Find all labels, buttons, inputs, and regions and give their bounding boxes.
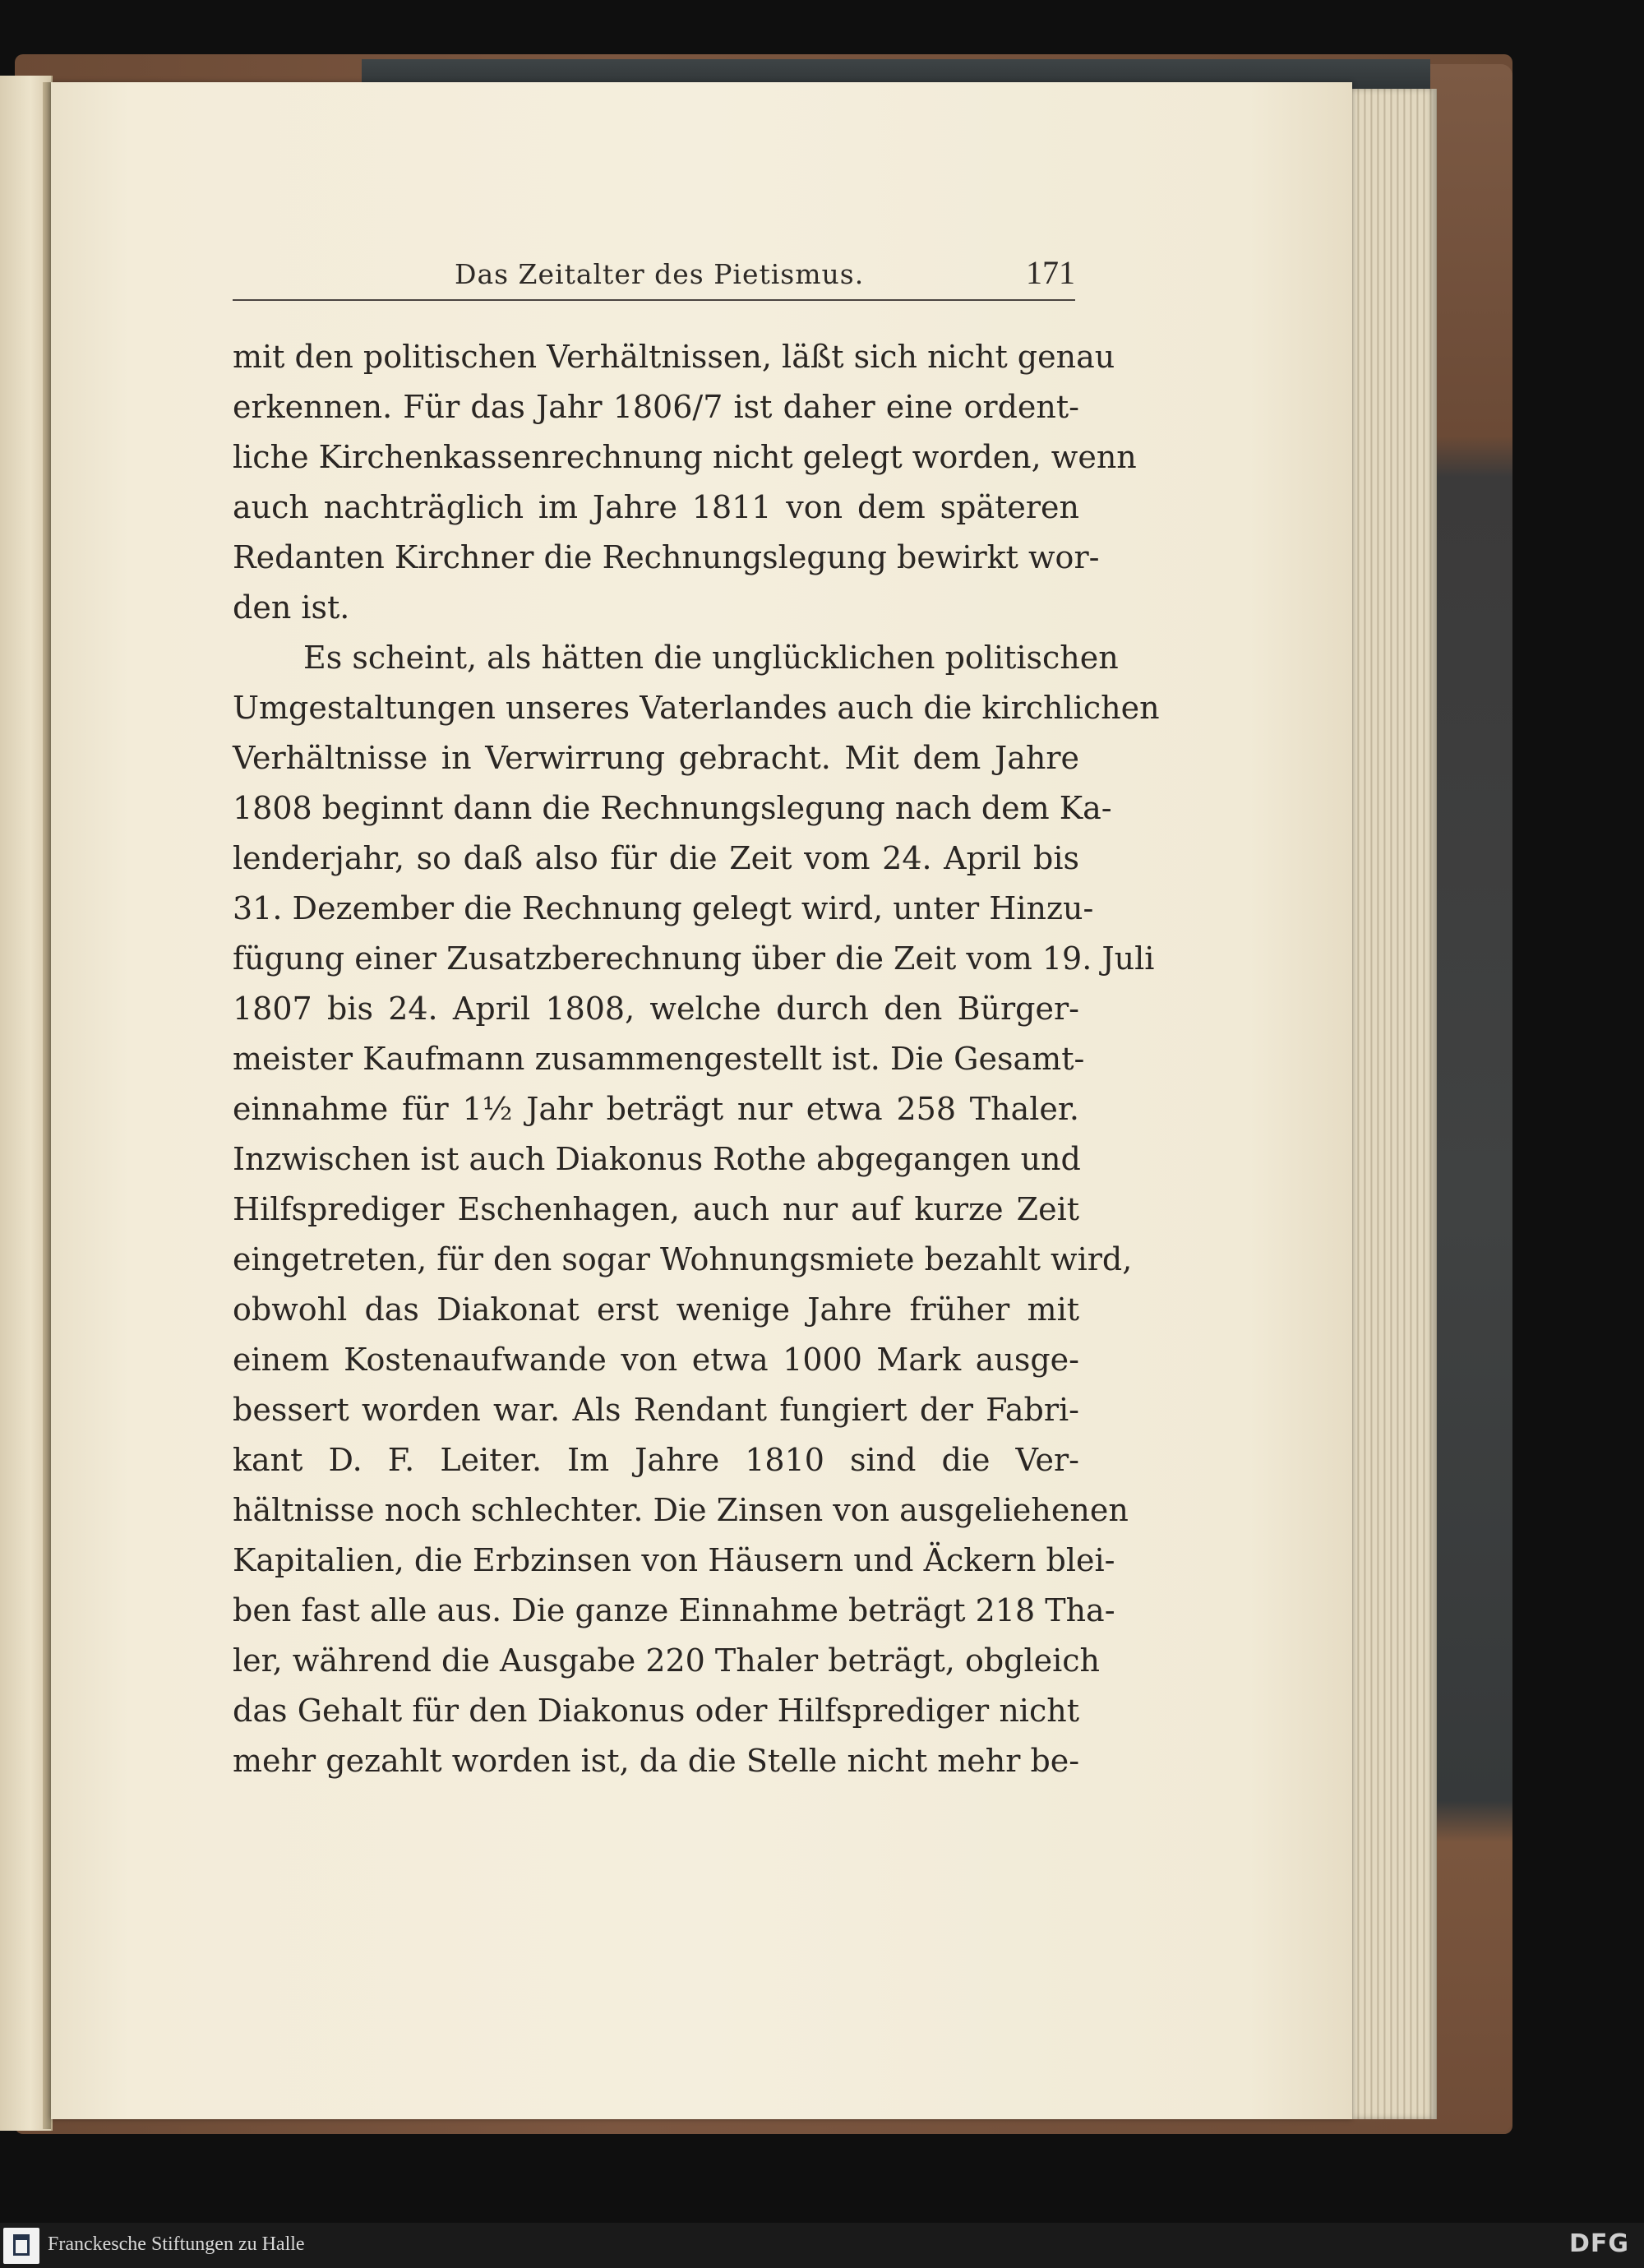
text-line: fügung einer Zusatzberechnung über die Zeit vom 19. Juli bbox=[233, 940, 1155, 977]
text-line: 1807 bis 24. April 1808, welche durch den Bürger- bbox=[233, 991, 1079, 1027]
text-line: eingetreten, für den sogar Wohnungsmiete bezahlt wird, bbox=[233, 1241, 1133, 1277]
text-line: liche Kirchenkassenrechnung nicht gelegt worden, wenn bbox=[233, 439, 1137, 475]
viewer-footer bbox=[0, 2223, 1644, 2268]
text-line: Inzwischen ist auch Diakonus Rothe abgegangen und bbox=[233, 1141, 1081, 1177]
text-line: ler, während die Ausgabe 220 Thaler beträgt, obgleich bbox=[233, 1642, 1101, 1679]
running-head bbox=[233, 250, 1075, 301]
text-line: Es scheint, als hätten die unglücklichen politischen bbox=[303, 640, 1119, 676]
text-line: den ist. bbox=[233, 589, 350, 626]
running-title: Das Zeitalter des Pietismus. bbox=[455, 258, 865, 290]
text-line: einem Kostenaufwande von etwa 1000 Mark ausge- bbox=[233, 1342, 1079, 1378]
text-line: bessert worden war. Als Rendant fungiert der Fabri- bbox=[233, 1392, 1079, 1428]
text-line: Kapitalien, die Erbzinsen von Häusern und Äckern blei- bbox=[233, 1542, 1115, 1578]
facing-page-shadow bbox=[43, 82, 51, 2129]
institution-name[interactable]: Franckesche Stiftungen zu Halle bbox=[48, 2233, 305, 2255]
page-number: 171 bbox=[1026, 254, 1075, 291]
text-line: das Gehalt für den Diakonus oder Hilfsprediger nicht bbox=[233, 1693, 1079, 1729]
text-line: erkennen. Für das Jahr 1806/7 ist daher eine ordent- bbox=[233, 389, 1079, 425]
text-line: auch nachträglich im Jahre 1811 von dem späteren bbox=[233, 489, 1079, 525]
text-line: mehr gezahlt worden ist, da die Stelle nicht mehr be- bbox=[233, 1743, 1080, 1779]
funder-logo[interactable]: DFG bbox=[1568, 2229, 1629, 2258]
text-line: meister Kaufmann zusammengestellt ist. Die Gesamt- bbox=[233, 1041, 1085, 1077]
text-line: lenderjahr, so daß also für die Zeit vom 24. April bis bbox=[233, 840, 1079, 876]
text-line: Umgestaltungen unseres Vaterlandes auch die kirchlichen bbox=[233, 690, 1160, 726]
text-line: hältnisse noch schlechter. Die Zinsen von ausgeliehenen bbox=[233, 1492, 1129, 1528]
text-line: kant D. F. Leiter. Im Jahre 1810 sind die Ver- bbox=[233, 1442, 1079, 1478]
text-line: Verhältnisse in Verwirrung gebracht. Mit dem Jahre bbox=[233, 740, 1079, 776]
text-line: mit den politischen Verhältnissen, läßt sich nicht genau bbox=[233, 339, 1115, 375]
book-cover-spine-edge bbox=[1430, 64, 1512, 2132]
text-line: ben fast alle aus. Die ganze Einnahme beträgt 218 Tha- bbox=[233, 1592, 1115, 1628]
text-line: einnahme für 1½ Jahr beträgt nur etwa 258 Thaler. bbox=[233, 1091, 1079, 1127]
text-line: obwohl das Diakonat erst wenige Jahre früher mit bbox=[233, 1291, 1079, 1328]
text-line: Redanten Kirchner die Rechnungslegung bewirkt wor- bbox=[233, 539, 1100, 575]
text-line: 31. Dezember die Rechnung gelegt wird, unter Hinzu- bbox=[233, 890, 1094, 926]
page-block-edge bbox=[1340, 89, 1437, 2119]
text-line: 1808 beginnt dann die Rechnungslegung nach dem Ka- bbox=[233, 790, 1112, 826]
text-line: Hilfsprediger Eschenhagen, auch nur auf kurze Zeit bbox=[233, 1191, 1079, 1227]
institution-logo-icon[interactable] bbox=[3, 2228, 39, 2264]
body-text bbox=[233, 332, 1160, 1786]
